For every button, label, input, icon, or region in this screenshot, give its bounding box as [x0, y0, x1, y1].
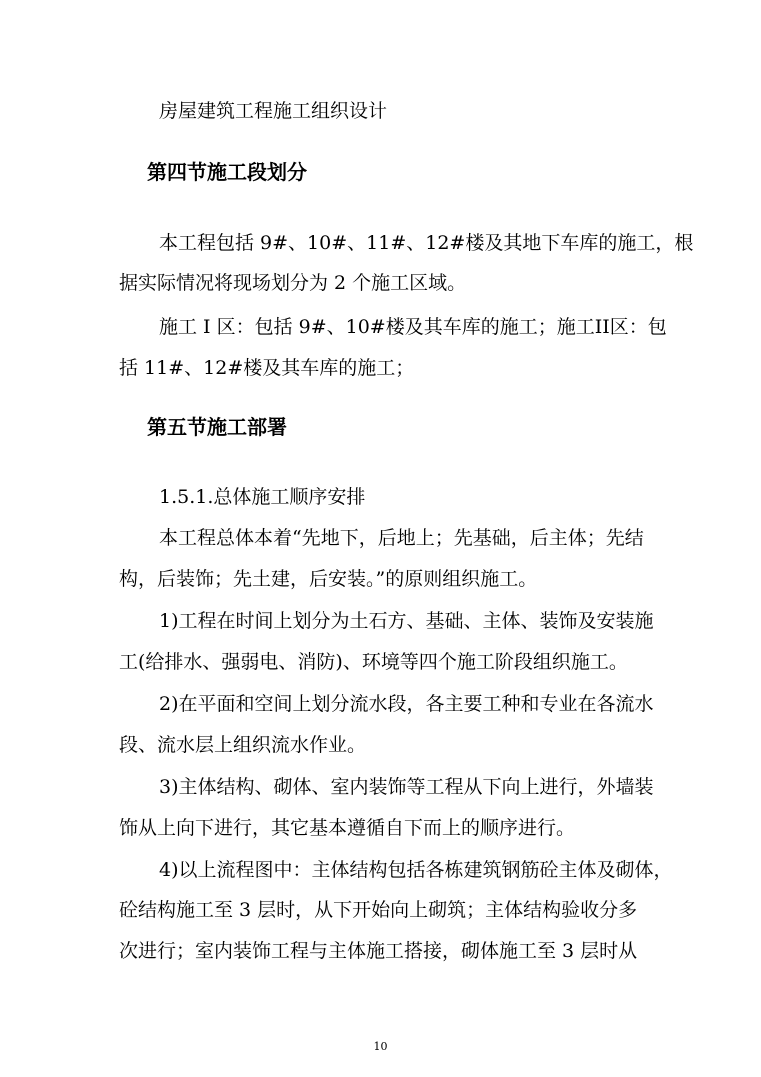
paragraph-line: 3)主体结构、砌体、室内装饰等工程从下向上进行，外墙装: [159, 776, 654, 798]
paragraph-line: 施工 I 区：包括 9#、10#楼及其车库的施工；施工II区：包: [159, 316, 667, 338]
paragraph-line: 2)在平面和空间上划分流水段，各主要工种和专业在各流水: [159, 693, 654, 715]
section-heading-5: 第五节施工部署: [147, 415, 287, 439]
subsection-heading: 1.5.1.总体施工顺序安排: [159, 486, 366, 508]
paragraph-line: 据实际情况将现场划分为 2 个施工区域。: [119, 272, 467, 294]
paragraph-line: 本工程总体本着“先地下，后地上；先基础，后主体；先结: [159, 527, 644, 549]
paragraph-line: 1)工程在时间上划分为土石方、基础、主体、装饰及安装施: [159, 610, 654, 632]
paragraph-line: 本工程包括 9#、10#、11#、12#楼及其地下车库的施工，根: [159, 232, 694, 254]
paragraph-line: 括 11#、12#楼及其车库的施工；: [119, 357, 415, 379]
page-number: 10: [373, 1040, 388, 1053]
paragraph-line: 饰从上向下进行，其它基本遵循自下而上的顺序进行。: [119, 817, 576, 839]
paragraph-line: 构，后装饰；先土建，后安装。”的原则组织施工。: [119, 568, 538, 590]
section-heading-4: 第四节施工段划分: [147, 160, 307, 184]
paragraph-line: 工(给排水、强弱电、消防)、环境等四个施工阶段组织施工。: [119, 651, 628, 673]
document-title: 房屋建筑工程施工组织设计: [159, 100, 388, 122]
paragraph-line: 段、流水层上组织流水作业。: [119, 734, 367, 756]
paragraph-line: 4)以上流程图中：主体结构包括各栋建筑钢筋砼主体及砌体，: [159, 859, 673, 881]
paragraph-line: 砼结构施工至 3 层时，从下开始向上砌筑；主体结构验收分多: [119, 899, 638, 921]
paragraph-line: 次进行；室内装饰工程与主体施工搭接，砌体施工至 3 层时从: [119, 940, 638, 962]
